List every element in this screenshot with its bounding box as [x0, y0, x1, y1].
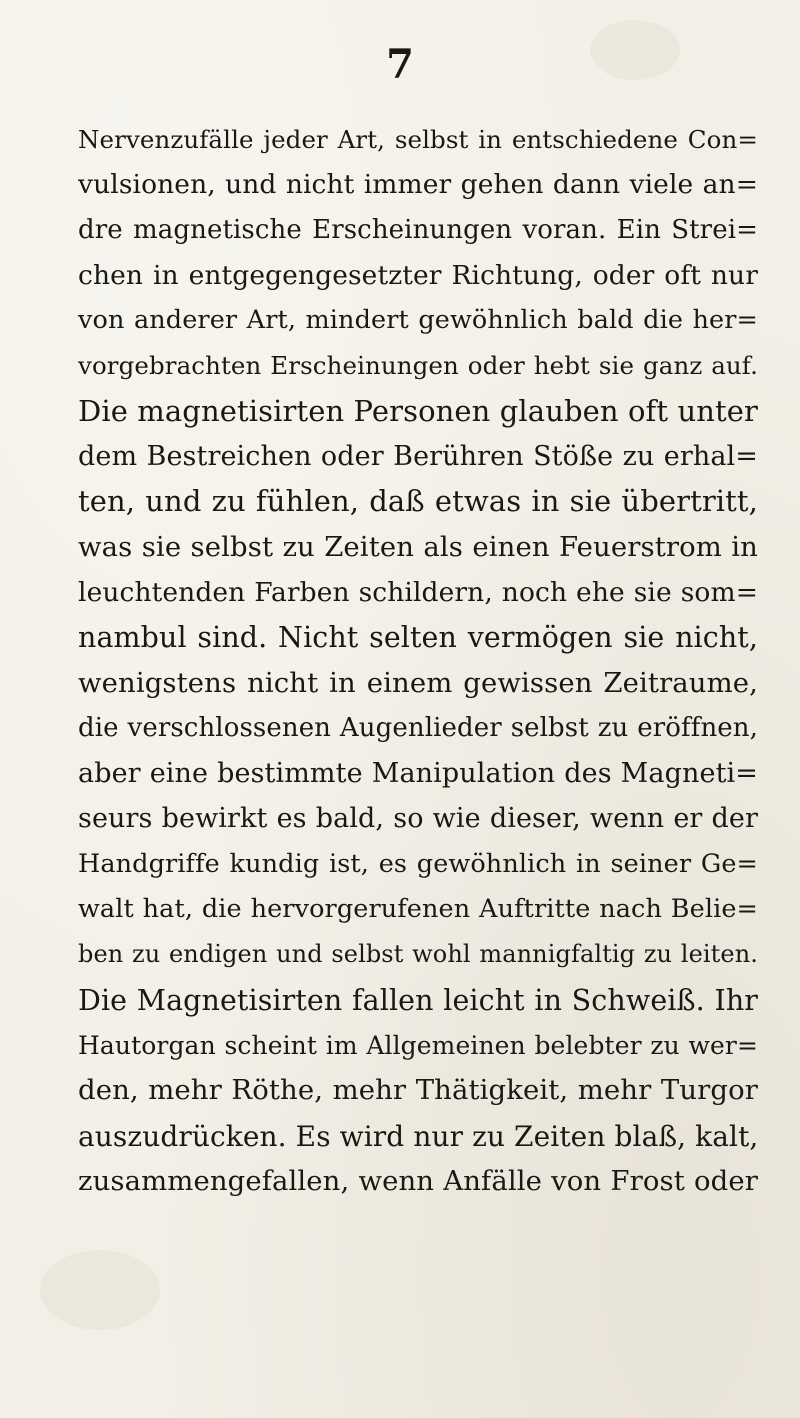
- text-line: nambul sind. Nicht selten vermögen sie nicht,: [78, 621, 758, 655]
- text-line: ten, und zu fühlen, daß etwas in sie übertritt,: [78, 484, 758, 519]
- text-line: Hautorgan scheint im Allgemeinen belebter zu wer=: [78, 1030, 758, 1060]
- text-line: dre magnetische Erscheinungen voran. Ein Strei=: [78, 214, 758, 245]
- text-line: leuchtenden Farben schildern, noch ehe sie som=: [78, 576, 758, 608]
- text-line: was sie selbst zu Zeiten als einen Feuerstrom in: [78, 530, 758, 563]
- text-line: aber eine bestimmte Manipulation des Magneti=: [78, 758, 758, 790]
- text-line: ben zu endigen und selbst wohl mannigfaltig zu leiten.: [78, 940, 758, 969]
- text-line: vulsionen, und nicht immer gehen dann viele an=: [78, 169, 758, 201]
- body-text: [78, 117, 758, 1204]
- paper-stain: [40, 1250, 160, 1330]
- text-line: zusammengefallen, wenn Anfälle von Frost oder: [78, 1164, 758, 1197]
- text-line: auszudrücken. Es wird nur zu Zeiten blaß, kalt,: [78, 1119, 758, 1153]
- text-line: Die Magnetisirten fallen leicht in Schweiß. Ihr: [78, 983, 758, 1017]
- text-line: dem Bestreichen oder Berühren Stöße zu erhal=: [78, 441, 758, 473]
- text-line: vorgebrachten Erscheinungen oder hebt sie ganz auf.: [78, 351, 758, 381]
- text-line: den, mehr Röthe, mehr Thätigkeit, mehr Turgor: [78, 1074, 758, 1107]
- text-line: walt hat, die hervorgerufenen Auftritte nach Belie=: [78, 894, 758, 925]
- text-line: die verschlossenen Augenlieder selbst zu eröffnen,: [78, 712, 758, 743]
- text-line: Handgriffe kundig ist, es gewöhnlich in seiner Ge=: [78, 848, 758, 879]
- text-line: von anderer Art, mindert gewöhnlich bald die her=: [78, 305, 758, 336]
- text-line: seurs bewirkt es bald, so wie dieser, wenn er der: [78, 803, 758, 835]
- text-line: Die magnetisirten Personen glauben oft unter: [78, 393, 758, 428]
- page-number: 7: [386, 41, 414, 88]
- text-line: wenigstens nicht in einem gewissen Zeitraume,: [78, 666, 758, 699]
- text-line: chen in entgegengesetzter Richtung, oder oft nur: [78, 259, 758, 291]
- text-line: Nervenzufälle jeder Art, selbst in entschiedene Con=: [78, 125, 758, 154]
